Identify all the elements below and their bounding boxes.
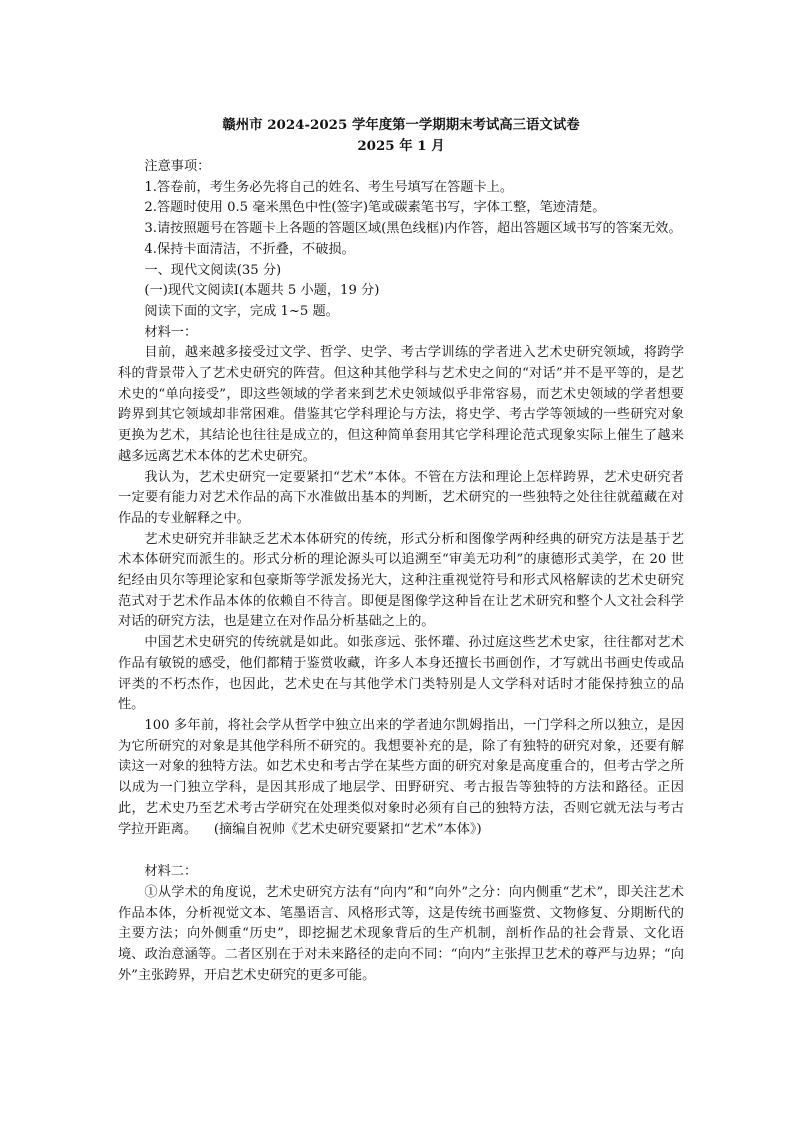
material-one-paragraph: 目前，越来越多接受过文学、哲学、史学、考古学训练的学者进入艺术史研究领域，将跨学科的背景带入了艺术史研究的阵营。但这种其他学科与艺术史之间的“对话”并不是平等的，是艺术史的“单向接受”，即这些领域的学者来到艺术史领域似乎非常容易，而艺术史领域的学者想要跨界到其它领域却非常困难。借鉴其它学科理论与方法，将史学、考古学等领域的一些研究对象更换为艺术，其结论也往往是成立的，但这种简单套用其它学科理论范式现象实际上催生了越来越多远离艺术本体的艺术史研究。 bbox=[118, 345, 684, 464]
notice-item: 2.答题时使用 0.5 毫米黑色中性(签字)笔或碳素笔书写，字体工整，笔迹清楚。 bbox=[144, 200, 606, 216]
material-two-label: 材料二： bbox=[144, 864, 198, 880]
exam-title: 赣州市 2024-2025 学年度第一学期期末考试高三语文试卷 bbox=[222, 117, 580, 133]
material-one-label: 材料一： bbox=[144, 324, 198, 340]
reading-instruction: 阅读下面的文字，完成 1~5 题。 bbox=[144, 303, 339, 319]
material-two-paragraph: ①从学术的角度说，艺术史研究方法有“向内”和“向外”之分：向内侧重“艺术”，即关注艺术作品本体，分析视觉文本、笔墨语言、风格形式等，这是传统书画鉴赏、文物修复、分期断代的主要方法；向外侧重“历史”，即挖掘艺术现象背后的生产机制，剖析作品的社会背景、文化语境、政治意涵等。二者区别在于对未来路径的走向不同：“向内”主张捍卫艺术的尊严与边界；“向外”主张跨界，开启艺术史研究的更多可能。 bbox=[118, 884, 684, 983]
material-one-paragraph: 100 多年前，将社会学从哲学中独立出来的学者迪尔凯姆指出，一门学科之所以独立，是因为它所研究的对象是其他学科所不研究的。我想要补充的是，除了有独特的研究对象，还要有解读这一对象的独特方法。如艺术史和考古学在某些方面的研究对象是高度重合的，但考古学之所以成为一门独立学科，是因其形成了地层学、田野研究、考古报告等独特的方法和路径。正因此，艺术史乃至艺术考古学研究在处理类似对象时必须有自己的独特方法，否则它就无法与考古学拉开距离。 bbox=[118, 717, 684, 837]
notice-heading: 注意事项： bbox=[144, 159, 211, 174]
material-one-source: (摘编自祝帅《艺术史研究要紧扣“艺术”本体》) bbox=[213, 821, 482, 837]
sub-section-heading: (一)现代文阅读Ⅰ(本题共 5 小题，19 分) bbox=[144, 283, 380, 299]
material-one-paragraph: 我认为，艺术史研究一定要紧扣“艺术”本体。不管在方法和理论上怎样跨界，艺术史研究者一定要有能力对艺术作品的高下水准做出基本的判断，艺术研究的一些独特之处往往就蕴藏在对作品的专业解释之中。 bbox=[118, 469, 684, 526]
material-one-paragraph: 中国艺术史研究的传统就是如此。如张彦远、张怀瓘、孙过庭这些艺术史家，往往都对艺术作品有敏锐的感受，他们都精于鉴赏收藏，许多人本身还擅长书画创作，才写就出书画史传或品评类的不朽杰作，也因此，艺术史在与其他学术门类特别是人文学科对话时才能保持独立的品性。 bbox=[118, 635, 684, 713]
page-content bbox=[118, 115, 684, 986]
material-one-paragraph: 艺术史研究并非缺乏艺术本体研究的传统，形式分析和图像学两种经典的研究方法是基于艺术本体研究而派生的。形式分析的理论源头可以追溯至“审美无功利”的康德形式美学，在 20 世纪经由贝尔等理论家和包豪斯等学派发扬光大，这种注重视觉符号和形式风格解读的艺术史研究范式对于艺术作品本体的依赖自不待言。即便是图像学这种旨在让艺术研究和整个人文社会科学对话的研究方法，也是建立在对作品分析基础之上的。 bbox=[118, 531, 684, 630]
notice-item: 1.答卷前，考生务必先将自己的姓名、考生号填写在答题卡上。 bbox=[144, 179, 514, 195]
material-one-paragraph-with-source bbox=[118, 716, 684, 840]
notice-item: 4.保持卡面清洁，不折叠，不破损。 bbox=[144, 241, 355, 257]
section-heading: 一、现代文阅读(35 分) bbox=[144, 262, 282, 278]
spacer bbox=[118, 840, 684, 862]
notice-item: 3.请按照题号在答题卡上各题的答题区域(黑色线框)内作答，超出答题区域书写的答案无效。 bbox=[144, 221, 682, 237]
exam-date: 2025 年 1 月 bbox=[357, 138, 445, 154]
